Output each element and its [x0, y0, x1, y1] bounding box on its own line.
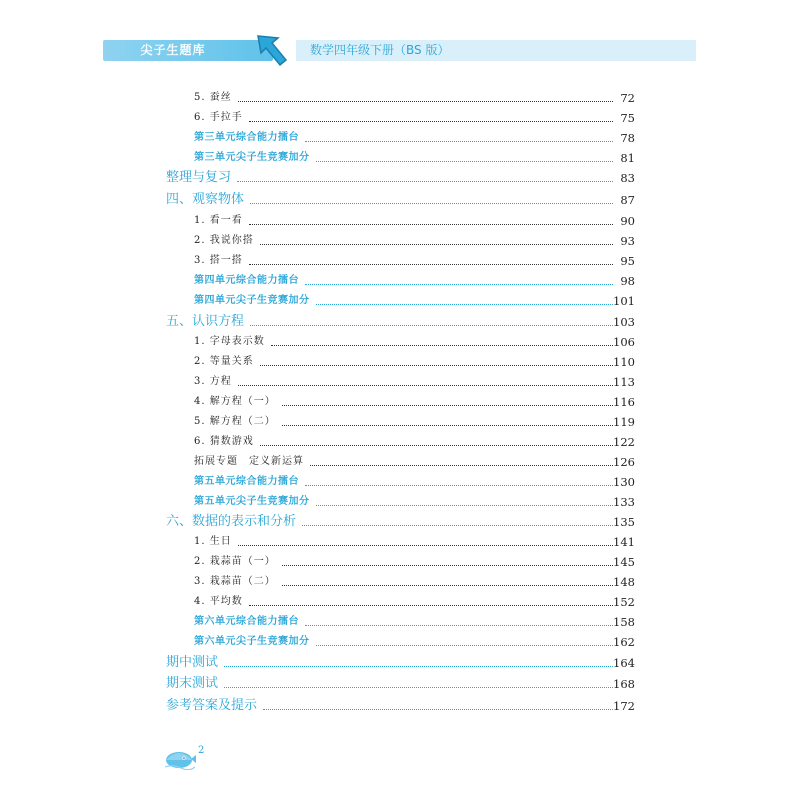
toc-entry-title: 2. 等量关系 — [194, 356, 254, 367]
page-number: 2 — [198, 745, 205, 756]
toc-entry-title: 5. 解方程（二） — [194, 416, 276, 427]
toc-entry[interactable] — [0, 514, 800, 530]
toc-entry-page: 90 — [620, 214, 635, 228]
toc-entry-title: 4. 解方程（一） — [194, 396, 276, 407]
toc-entry-page: 87 — [620, 193, 635, 207]
toc-leader-dots — [249, 605, 613, 606]
toc-entry[interactable] — [0, 314, 800, 330]
toc-leader-dots — [238, 545, 613, 546]
toc-entry[interactable] — [0, 354, 800, 370]
toc-leader-dots — [316, 161, 613, 162]
toc-entry[interactable] — [0, 334, 800, 350]
toc-entry-title: 期中测试 — [166, 655, 219, 670]
toc-leader-dots — [316, 645, 613, 646]
up-left-arrow-icon — [252, 30, 292, 70]
toc-entry-title: 第五单元尖子生竞赛加分 — [194, 496, 310, 507]
toc-leader-dots — [263, 709, 613, 710]
toc-entry-page: 78 — [620, 131, 635, 145]
toc-entry[interactable] — [0, 130, 800, 146]
toc-leader-dots — [260, 365, 613, 366]
toc-leader-dots — [305, 485, 613, 486]
toc-entry-page: 93 — [620, 234, 635, 248]
toc-entry-page: 95 — [620, 254, 635, 268]
toc-entry[interactable] — [0, 614, 800, 630]
toc-entry[interactable] — [0, 233, 800, 249]
toc-entry-title: 第四单元尖子生竞赛加分 — [194, 295, 310, 306]
toc-leader-dots — [238, 385, 613, 386]
header-brand: 尖子生题库 — [140, 43, 206, 57]
toc-entry[interactable] — [0, 213, 800, 229]
toc-leader-dots — [249, 121, 613, 122]
toc-entry[interactable] — [0, 90, 800, 106]
toc-leader-dots — [282, 405, 613, 406]
toc-entry-page: 75 — [620, 111, 635, 125]
toc-entry-page: 81 — [620, 151, 635, 165]
toc-entry[interactable] — [0, 494, 800, 510]
toc-entry-page: 116 — [613, 395, 635, 409]
toc-entry-page: 119 — [613, 415, 635, 429]
toc-entry-title: 1. 看一看 — [194, 215, 243, 226]
toc-entry[interactable] — [0, 698, 800, 714]
toc-leader-dots — [282, 585, 613, 586]
toc-entry-page: 98 — [620, 274, 635, 288]
toc-entry[interactable] — [0, 192, 800, 208]
toc-entry-title: 2. 我说你搭 — [194, 235, 254, 246]
whale-mascot-icon — [163, 744, 197, 770]
toc-entry[interactable] — [0, 374, 800, 390]
toc-leader-dots — [305, 625, 613, 626]
toc-entry-title: 拓展专题 定义新运算 — [194, 456, 304, 467]
toc-entry-title: 第六单元尖子生竞赛加分 — [194, 636, 310, 647]
toc-entry[interactable] — [0, 534, 800, 550]
toc-entry-page: 145 — [613, 555, 635, 569]
toc-leader-dots — [260, 445, 613, 446]
toc-leader-dots — [305, 141, 613, 142]
toc-entry[interactable] — [0, 394, 800, 410]
toc-entry[interactable] — [0, 170, 800, 186]
toc-leader-dots — [316, 505, 613, 506]
toc-entry-title: 2. 栽蒜苗（一） — [194, 556, 276, 567]
toc-leader-dots — [237, 181, 613, 182]
toc-leader-dots — [310, 465, 613, 466]
toc-entry-page: 83 — [620, 171, 635, 185]
toc-entry-title: 期末测试 — [166, 676, 219, 691]
toc-entry-page: 72 — [620, 91, 635, 105]
toc-entry-title: 六、数据的表示和分析 — [166, 514, 297, 529]
toc-entry-title: 四、观察物体 — [166, 192, 245, 207]
toc-entry-title: 第三单元尖子生竞赛加分 — [194, 152, 310, 163]
toc-entry-title: 5. 蚕丝 — [194, 92, 232, 103]
toc-leader-dots — [316, 304, 613, 305]
toc-entry-title: 3. 方程 — [194, 376, 232, 387]
toc-entry[interactable] — [0, 574, 800, 590]
toc-leader-dots — [238, 101, 613, 102]
toc-entry-page: 126 — [613, 455, 635, 469]
toc-entry[interactable] — [0, 474, 800, 490]
toc-entry-page: 164 — [613, 656, 635, 670]
toc-entry-page: 152 — [613, 595, 635, 609]
toc-leader-dots — [249, 224, 613, 225]
toc-entry-page: 158 — [613, 615, 635, 629]
toc-entry-title: 4. 平均数 — [194, 596, 243, 607]
toc-entry-page: 103 — [613, 315, 635, 329]
toc-entry-title: 6. 手拉手 — [194, 112, 243, 123]
toc-leader-dots — [224, 687, 613, 688]
toc-entry[interactable] — [0, 454, 800, 470]
toc-entry-page: 101 — [613, 294, 635, 308]
toc-leader-dots — [282, 565, 613, 566]
toc-leader-dots — [250, 325, 613, 326]
toc-entry-page: 141 — [613, 535, 635, 549]
toc-entry-title: 1. 字母表示数 — [194, 336, 265, 347]
toc-entry-title: 参考答案及提示 — [166, 698, 258, 713]
toc-entry[interactable] — [0, 414, 800, 430]
header-book-title: 数学四年级下册（BS 版） — [310, 43, 450, 57]
toc-leader-dots — [250, 203, 613, 204]
toc-leader-dots — [224, 666, 613, 667]
toc-entry-title: 3. 栽蒜苗（二） — [194, 576, 276, 587]
toc-leader-dots — [249, 264, 613, 265]
toc-entry-page: 133 — [613, 495, 635, 509]
toc-entry-page: 172 — [613, 699, 635, 713]
toc-leader-dots — [302, 525, 613, 526]
toc-entry-page: 148 — [613, 575, 635, 589]
toc-entry-title: 3. 搭一搭 — [194, 255, 243, 266]
toc-entry-title: 1. 生日 — [194, 536, 232, 547]
toc-entry[interactable] — [0, 110, 800, 126]
toc-entry-page: 110 — [613, 355, 635, 369]
toc-entry-title: 第四单元综合能力擂台 — [194, 275, 299, 286]
toc-leader-dots — [282, 425, 613, 426]
toc-entry[interactable] — [0, 434, 800, 450]
toc-leader-dots — [305, 284, 613, 285]
toc-entry[interactable] — [0, 634, 800, 650]
toc-entry-page: 113 — [613, 375, 635, 389]
toc-leader-dots — [271, 345, 613, 346]
toc-entry[interactable] — [0, 554, 800, 570]
toc-entry[interactable] — [0, 273, 800, 289]
toc-entry[interactable] — [0, 676, 800, 692]
toc-entry[interactable] — [0, 594, 800, 610]
toc-entry-page: 168 — [613, 677, 635, 691]
toc-entry[interactable] — [0, 655, 800, 671]
toc-entry[interactable] — [0, 253, 800, 269]
toc-entry[interactable] — [0, 293, 800, 309]
toc-entry-title: 整理与复习 — [166, 170, 232, 185]
toc-entry-title: 第三单元综合能力擂台 — [194, 132, 299, 143]
toc-entry-page: 106 — [613, 335, 635, 349]
toc-entry-title: 第六单元综合能力擂台 — [194, 616, 299, 627]
toc-leader-dots — [260, 244, 613, 245]
toc-entry-title: 6. 猜数游戏 — [194, 436, 254, 447]
toc-entry-page: 122 — [613, 435, 635, 449]
toc-entry-title: 五、认识方程 — [166, 314, 245, 329]
toc-entry-page: 135 — [613, 515, 635, 529]
toc-entry[interactable] — [0, 150, 800, 166]
toc-entry-page: 162 — [613, 635, 635, 649]
toc-entry-title: 第五单元综合能力擂台 — [194, 476, 299, 487]
toc-entry-page: 130 — [613, 475, 635, 489]
